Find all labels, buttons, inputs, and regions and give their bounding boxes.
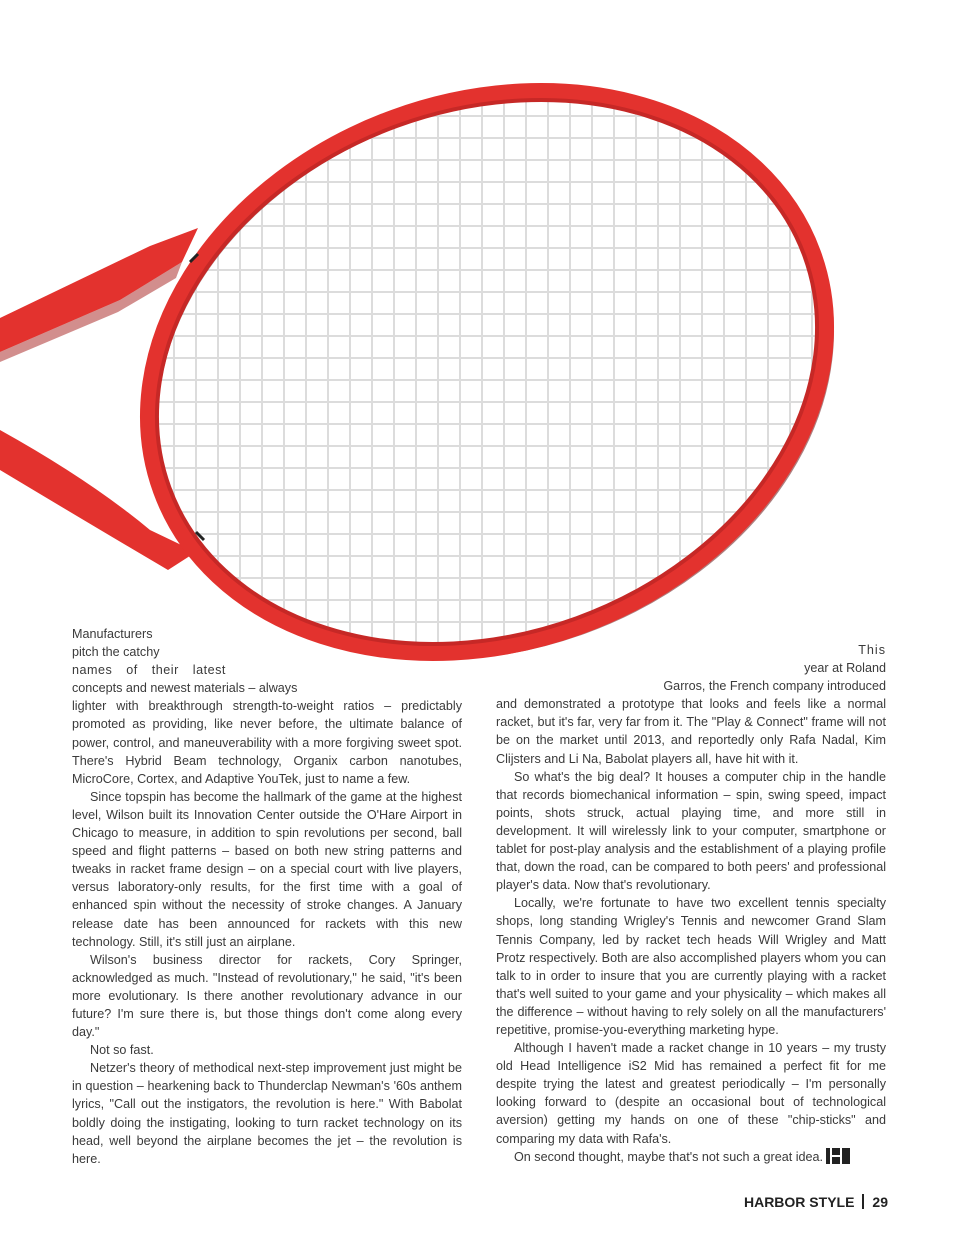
page-footer xyxy=(744,1194,888,1210)
paragraph xyxy=(72,625,462,788)
paragraph: Netzer's theory of methodical next-step improvement just might be in question – hearkening back to Thunderclap Newman's '60s anthem lyrics, "Call out the instigators, the revolution is here." With Babolat boldly doing the instigating, looking to turn racket technology on its head, well beyond the airplane becomes the jet – the revolution is here. xyxy=(72,1061,462,1166)
lead-line: Manufacturers xyxy=(72,627,153,641)
paragraph: So what's the big deal? It houses a computer chip in the handle that records biomechanical information – spin, swing speed, impact points, shots struck, actual playing time, and more still in development. It will wirelessly link to your computer, smartphone or tablet for post-play analysis and the establishment of a playing profile that, down the road, can be compared to both peers' and professional player's data. Now that's revolutionary. xyxy=(496,769,886,893)
lead-line: year at Roland xyxy=(804,661,886,676)
paragraph-text: lighter with breakthrough strength-to-weight ratios – predictably promoted as providing, like never before, the ultimate balance of power, control, and maneuverability with a more forgiving sweet spot. There's Hybrid Beam technology, Organix carbon nanotubes, MicroCore, Cortex, and Adaptive YouTek, just to name a few. xyxy=(72,699,462,786)
lead-line: This xyxy=(858,643,886,657)
paragraph-text: and demonstrated a prototype that looks and feels like a normal racket, but it's far, very far from it. The "Play & Connect" frame will not be on the market until 2013, and reportedly only Rafa Nadal, Kim Clijsters and Li Na, Babolat players all, have hit with it. xyxy=(496,697,886,766)
paragraph: Although I haven't made a racket change in 10 years – my trusty old Head Intelligence iS2 Mid has remained a perfect fit for me despite trying the latest and greatest periodically – I'm personally looking forward to (despite an occasional bout of technological aversion) getting my hands on one of these "chip-sticks" and comparing my data with Rafa's. xyxy=(496,1041,886,1146)
lead-line: names of their latest xyxy=(72,663,226,678)
paragraph-text: On second thought, maybe that's not such a great idea. xyxy=(514,1149,824,1164)
lead-line: pitch the catchy xyxy=(72,645,160,660)
string-bed xyxy=(110,40,870,700)
publication-name: HARBOR STYLE xyxy=(743,1194,855,1210)
end-mark-icon xyxy=(826,1148,850,1164)
paragraph xyxy=(496,641,886,768)
paragraph: Since topspin has become the hallmark of the game at the highest level, Wilson built its Innovation Center outside the O'Hare Airport in Chicago to measure, in addition to spin revolutions per second, ball speed and flight patterns – based on both new string patterns and tweaks in racket frame design – on a special court with live players, versus laboratory-only results, for the first time with a goal of enhanced spin without the necessity of stroke changes. A January release date has been announced for rackets with this new technology. Still, it's still just an airplane. xyxy=(72,789,462,949)
paragraph: Not so fast. xyxy=(90,1043,154,1058)
article-column-right xyxy=(496,641,886,1166)
paragraph: Wilson's business director for rackets, Cory Springer, acknowledged as much. "Instead of revolutionary," he said, "it's been more evolutionary. Is there another revolutionary advance in our future? I'm sure there is, but those things don't come along every day." xyxy=(72,952,462,1040)
lead-line: concepts and newest materials – always xyxy=(72,681,298,696)
lead-line: Garros, the French company introduced xyxy=(663,679,886,694)
article-column-left xyxy=(72,625,462,1168)
paragraph xyxy=(496,1148,886,1166)
footer-divider xyxy=(862,1194,864,1209)
paragraph: Locally, we're fortunate to have two excellent tennis specialty shops, long standing Wrigley's Tennis and newcomer Grand Slam Tennis Company, led by racket tech heads Will Wrigley and Matt Protz respectively. Both are also accomplished players whom you can talk to in order to insure that you are currently playing with a racket that's well suited to your game and your physicality – which makes all the difference – without having to rely solely on all the manufacturers' repetitive, promise-you-everything marketing hype. xyxy=(496,896,886,1037)
page-number: 29 xyxy=(872,1194,888,1210)
